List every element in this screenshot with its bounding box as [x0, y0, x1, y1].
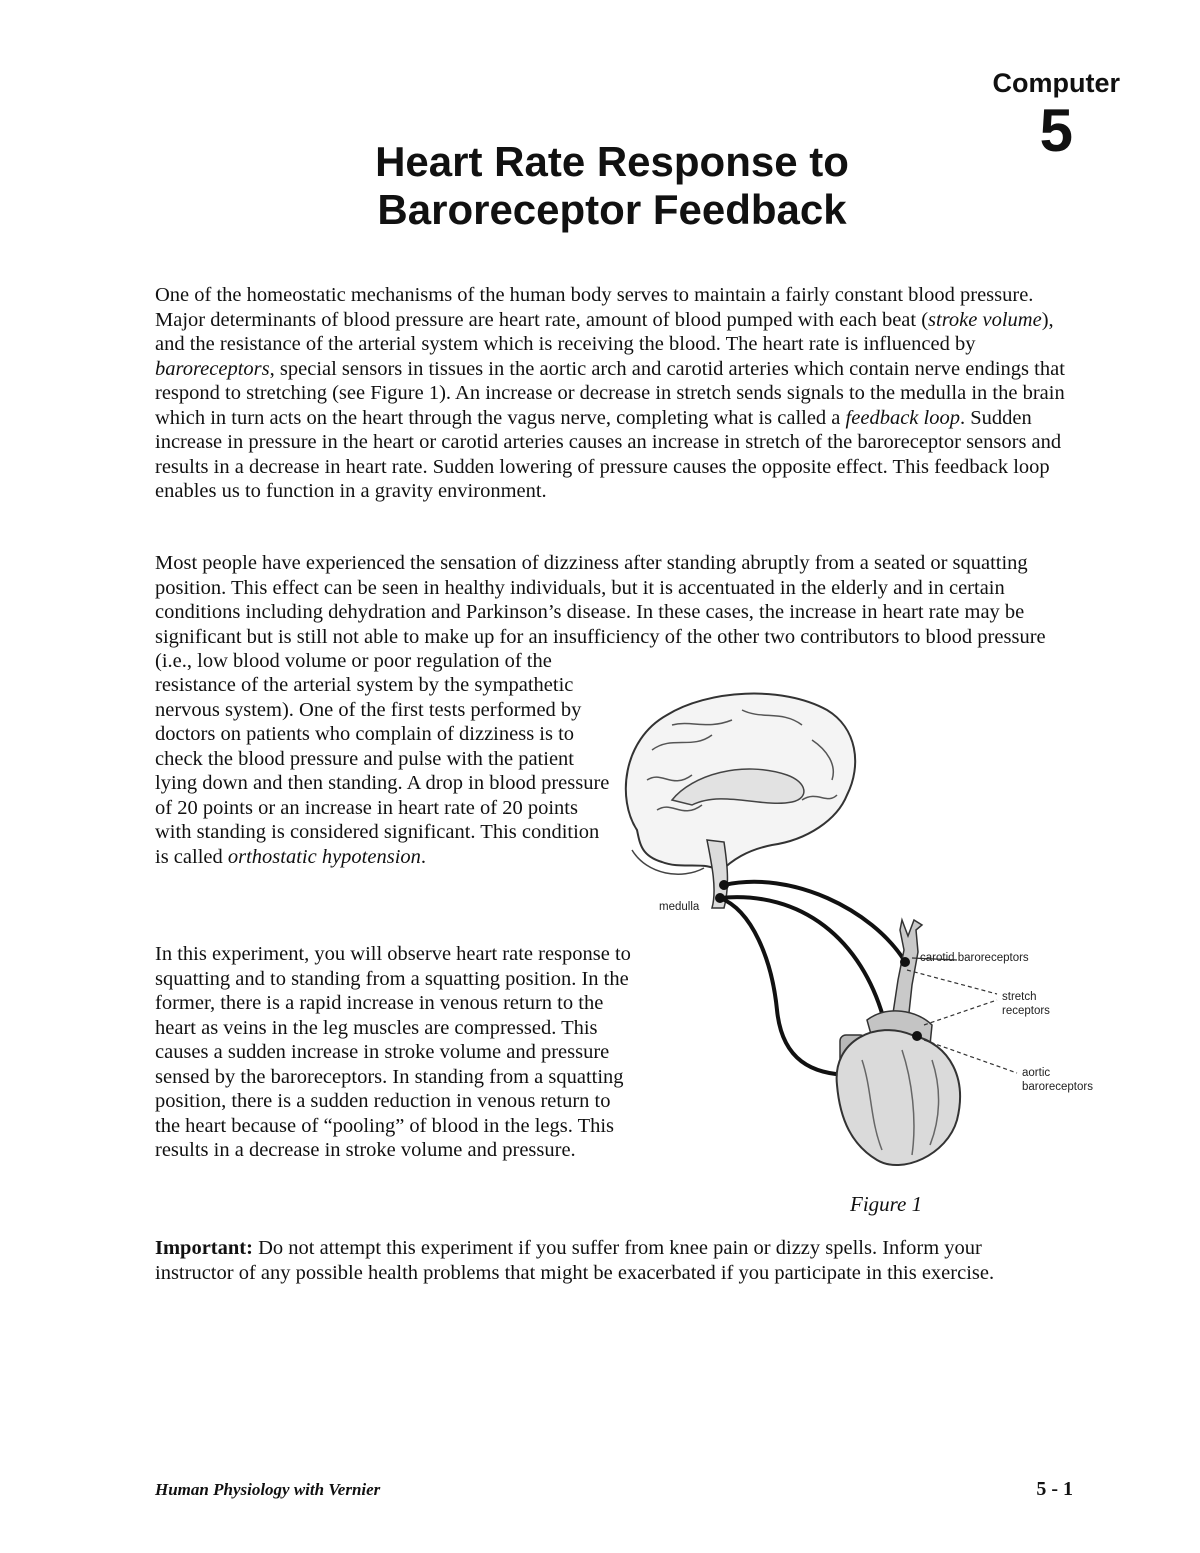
- baroreceptor-figure: [612, 680, 1102, 1180]
- intro-paragraph: [155, 283, 1065, 504]
- footer-book-title: Human Physiology with Vernier: [155, 1480, 381, 1499]
- intro-text-2: ), and the resistance of the arterial system which is receiving the blood. The heart rate is influenced by: [155, 308, 1054, 355]
- heart-illustration: [837, 1011, 960, 1165]
- title-line-2: Baroreceptor Feedback: [377, 186, 847, 233]
- dizziness-end: .: [420, 845, 427, 868]
- term-orthostatic-hypotension: orthostatic hypotension: [227, 845, 421, 868]
- important-label: Important:: [155, 1237, 253, 1259]
- label-medulla: medulla: [659, 901, 700, 913]
- label-receptors: receptors: [1002, 1005, 1050, 1017]
- figure-caption: Figure 1: [850, 1192, 923, 1216]
- chapter-word: Computer: [992, 68, 1120, 98]
- title-line-1: Heart Rate Response to: [375, 138, 849, 185]
- dizziness-paragraph-continued: [155, 673, 615, 869]
- term-baroreceptors: baroreceptors: [155, 357, 270, 380]
- label-carotid-baroreceptors: carotid baroreceptors: [920, 952, 1029, 964]
- label-stretch: stretch: [1002, 991, 1037, 1003]
- important-text: Do not attempt this experiment if you suffer from knee pain or dizzy spells. Inform your instructor of any possible health problems that might be exacerbated if you participate in this exercise.: [155, 1237, 995, 1284]
- important-paragraph: [155, 1236, 1065, 1285]
- term-feedback-loop: feedback loop: [845, 406, 960, 429]
- intro-text-1: One of the homeostatic mechanisms of the human body serves to maintain a fairly constant blood pressure. Major determinants of blood pressure are heart rate, amount of blood pumped with each beat (: [155, 284, 1034, 331]
- chapter-number: 5: [1039, 97, 1073, 164]
- page-title: [0, 138, 1200, 234]
- dizziness-text: resistance of the arterial system by the sympathetic nervous system). One of the first tests performed by doctors on patients who complain of dizziness is to check the blood pressure and pulse with the patient lying down and then standing. A drop in blood pressure of 20 points or an increase in heart rate of 20 points with standing is considered significant. This condition is called: [155, 674, 610, 868]
- carotid-artery: [892, 920, 922, 1022]
- experiment-paragraph: In this experiment, you will observe heart rate response to squatting and to standing from a squatting position. In the former, there is a rapid increase in venous return to the heart as veins in the leg muscles are compressed. This causes a sudden increase in stroke volume and pressure sensed by the baroreceptors. In standing from a squatting position, there is a sudden reduction in venous return to the heart because of “pooling” of blood in the legs. This results in a decrease in stroke volume and pressure.: [155, 943, 631, 1161]
- intro-text-4: . Sudden increase in pressure in the heart or carotid arteries causes an increase in stretch of the baroreceptor sensors and results in a decrease in heart rate. Sudden lowering of pressure causes the opposite effect. This feedback loop enables us to function in a gravity environment.: [155, 406, 1062, 502]
- dizziness-paragraph: Most people have experienced the sensation of dizziness after standing abruptly from a seated or squatting position. This effect can be seen in healthy individuals, but it is accentuated in the elderly and in certain conditions including dehydration and Parkinson’s disease. In these cases, the increase in heart rate may be significant but is still not able to make up for an insufficiency of the other two contributors to blood pressure (i.e., low blood volume or poor regulation of the: [155, 552, 1046, 672]
- label-aortic: aortic: [1022, 1067, 1051, 1079]
- intro-text-3: , special sensors in tissues in the aortic arch and carotid arteries which contain nerve endings that respond to stretching (see Figure 1). An increase or decrease in stretch sends signals to the medulla in the brain which in turn acts on the heart through the vagus nerve, completing what is called a: [155, 357, 1065, 429]
- label-aortic-baroreceptors: baroreceptors: [1022, 1081, 1093, 1093]
- brain-heart-diagram: [612, 680, 1102, 1180]
- footer-page-number: 5 - 1: [1036, 1478, 1073, 1500]
- brain-illustration: [626, 694, 855, 908]
- term-stroke-volume: stroke volume: [928, 308, 1042, 331]
